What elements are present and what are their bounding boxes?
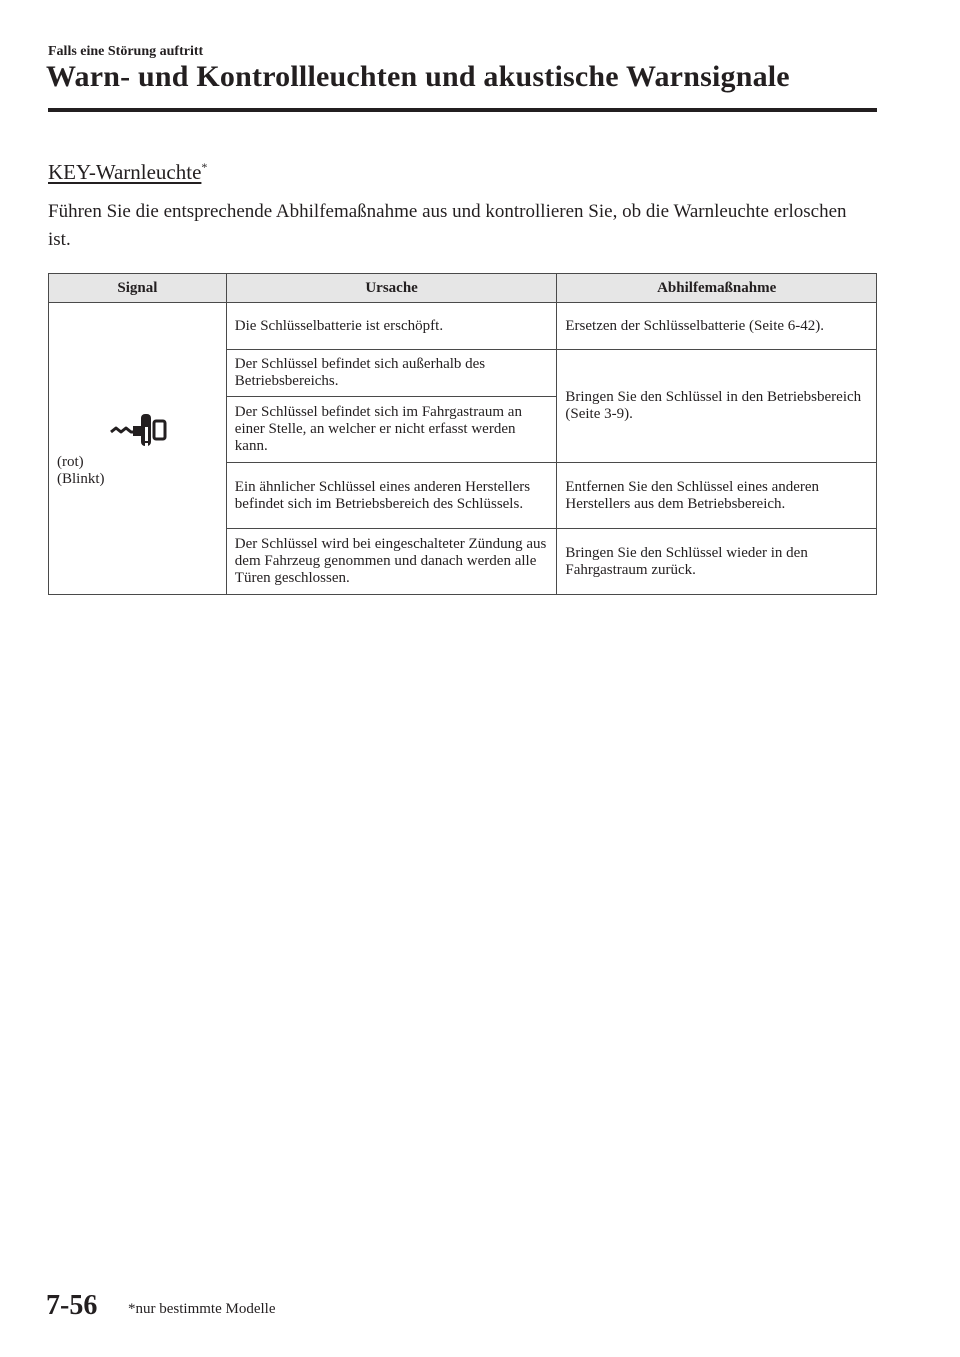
header-cause: Ursache bbox=[226, 274, 557, 303]
footnote: *nur bestimmte Modelle bbox=[128, 1301, 276, 1317]
signal-state-label: (Blinkt) bbox=[57, 470, 105, 487]
remedy-cell: Bringen Sie den Schlüssel in den Betriebsbereich (Seite 3-9). bbox=[557, 350, 877, 463]
header-signal: Signal bbox=[49, 274, 227, 303]
subheading-marker: * bbox=[201, 160, 208, 174]
intro-paragraph: Führen Sie die entsprechende Abhilfemaßnahme aus und kontrollieren Sie, ob die Warnleuchte erloschen ist. bbox=[48, 201, 847, 250]
cause-cell: Der Schlüssel befindet sich im Fahrgastraum an einer Stelle, an welcher er nicht erfasst werden kann. bbox=[226, 397, 557, 463]
remedy-cell: Ersetzen der Schlüsselbatterie (Seite 6-42). bbox=[557, 303, 877, 350]
cause-cell: Der Schlüssel befindet sich außerhalb des Betriebsbereichs. bbox=[226, 350, 557, 397]
subheading bbox=[48, 160, 207, 185]
chapter-title: Warn- und Kontrollleuchten und akustische Warnsignale bbox=[46, 60, 790, 93]
remedy-cell: Entfernen Sie den Schlüssel eines anderen Herstellers aus dem Betriebsbereich. bbox=[557, 463, 877, 529]
table-header-row bbox=[49, 274, 877, 303]
subheading-text: KEY-Warnleuchte bbox=[48, 160, 202, 184]
cause-cell: Die Schlüsselbatterie ist erschöpft. bbox=[226, 303, 557, 350]
header-remedy: Abhilfemaßnahme bbox=[557, 274, 877, 303]
page-number: 7-56 bbox=[46, 1290, 98, 1321]
cause-cell: Ein ähnlicher Schlüssel eines anderen Herstellers befindet sich im Betriebsbereich des Schlüssels. bbox=[226, 463, 557, 529]
key-warning-icon bbox=[109, 410, 167, 450]
signal-cell bbox=[49, 303, 227, 595]
table-row bbox=[49, 303, 877, 350]
warning-table bbox=[48, 273, 877, 595]
cause-cell: Der Schlüssel wird bei eingeschalteter Zündung aus dem Fahrzeug genommen und danach werden alle Türen geschlossen. bbox=[226, 529, 557, 595]
remedy-cell: Bringen Sie den Schlüssel wieder in den Fahrgastraum zurück. bbox=[557, 529, 877, 595]
header-divider bbox=[48, 108, 877, 112]
section-label: Falls eine Störung auftritt bbox=[48, 44, 204, 59]
signal-color-label: (rot) bbox=[57, 453, 84, 470]
